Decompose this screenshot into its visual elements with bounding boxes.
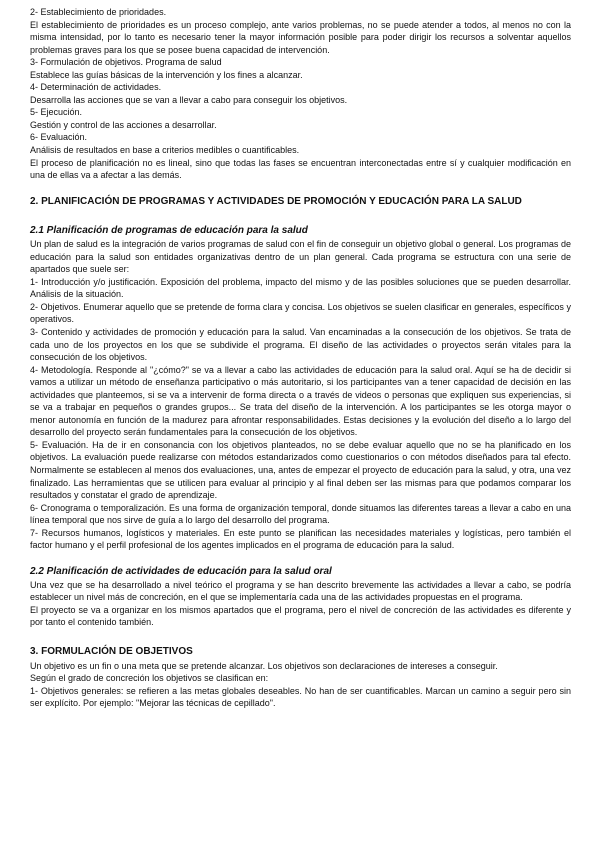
section-3-heading: 3. FORMULACIÓN DE OBJETIVOS [30, 646, 193, 658]
intro-line: El establecimiento de prioridades es un proceso complejo, ante varios problemas, no se puede atender a todos, al menos no con la misma intensidad, por lo tanto es necesario tener la mayor información posible para poder dirigir los recursos a solventar aquellos problemas graves para los que se posee buena capacidad de intervención. [30, 19, 571, 55]
list-item: 3- Contenido y actividades de promoción y educación para la salud. Van encaminadas a la consecución de los objetivos. Se trata de cada uno de los proyectos en los que se subdivide el programa. El diseño de las actividades o proyectos serán vitales para la consecución de los objetivos. [30, 326, 571, 363]
list-item: 4- Metodología. Responde al "¿cómo?" se va a llevar a cabo las actividades de educación para la salud oral. Aquí se ha de decidir si vamos a utilizar un método de enseñanza participativo o más autoritario, si los participantes van a tener capacidad de decisión en las actividades que planteemos, si se va a intervenir de forma directa o a través de videos o personas que expliquen sus experiencias, si se va a trabajar en pequeños o grandes grupos... Se trata del diseño de la intervención. A los participantes se les otorga mayor o menor autonomía en función de la madurez para afrontar responsabilidades. Estas decisiones y la evolución del diseño a lo largo del desarrollo del proyecto serán fundamentales para la consecución de los objetivos. [30, 364, 571, 438]
list-item: 6- Cronograma o temporalización. Es una forma de organización temporal, donde situamos las diferentes tareas a llevar a cabo en una línea temporal que nos sirve de guía a lo largo del desarrollo del programa. [30, 502, 571, 526]
paragraph: Según el grado de concreción los objetivos se clasifican en: [30, 673, 269, 684]
intro-line: 3- Formulación de objetivos. Programa de salud [30, 57, 222, 68]
list-item: 1- Objetivos generales: se refieren a las metas globales deseables. No han de ser cuantificables. Marcan un camino a seguir pero sin ser explícito. Por ejemplo: "Mejorar las técnicas de cepillado". [30, 685, 571, 709]
paragraph: El proyecto se va a organizar en los mismos apartados que el programa, pero el nivel de concreción de las actividades es diferente y por tanto el contenido también. [30, 604, 571, 628]
section-2-2-body [30, 579, 571, 629]
intro-line: El proceso de planificación no es lineal, sino que todas las fases se encuentran interconectadas entre sí y cualquier modificación en una de ellas va a afectar a las demás. [30, 157, 571, 181]
intro-line: Gestión y control de las acciones a desarrollar. [30, 119, 217, 130]
section-2-1-body [30, 238, 571, 552]
intro-line: 4- Determinación de actividades. [30, 82, 162, 93]
section-2-heading: 2. PLANIFICACIÓN DE PROGRAMAS Y ACTIVIDADES DE PROMOCIÓN Y EDUCACIÓN PARA LA SALUD [30, 195, 522, 207]
section-2-1-heading: 2.1 Planificación de programas de educación para la salud [30, 225, 308, 237]
list-item: 2- Objetivos. Enumerar aquello que se pretende de forma clara y concisa. Los objetivos se suelen clasificar en generales, específicos y operativos. [30, 301, 571, 325]
paragraph: Una vez que se ha desarrollado a nivel teórico el programa y se han descrito brevemente las actividades a llevar a cabo, se podría establecer un nivel más de concreción, en el que se implementaría cada una de las actividades propuestas en el programa. [30, 579, 571, 603]
intro-line: 2- Establecimiento de prioridades. [30, 7, 167, 17]
intro-line: Establece las guías básicas de la intervención y los fines a alcanzar. [30, 69, 303, 80]
intro-line: 6- Evaluación. [30, 132, 88, 143]
intro-line: 5- Ejecución. [30, 107, 83, 118]
paragraph: Un objetivo es un fin o una meta que se pretende alcanzar. Los objetivos son declaraciones de intereses a conseguir. [30, 660, 498, 671]
list-item: 5- Evaluación. Ha de ir en consonancia con los objetivos planteados, no se debe evaluar aquello que no se ha planificado en los objetivos. La evaluación puede realizarse con métodos estandarizados como cuestionarios o con métodos diseñados para tal efecto. Normalmente se establecen al menos dos evaluaciones, una, antes de empezar el proyecto de educación para la salud, y otra, una vez finalizado. Las herramientas que se utilicen para evaluar al principio y al final deben ser las mismas para que podamos comparar los resultados y constatar el grado de aprendizaje. [30, 439, 571, 501]
intro-block [30, 6, 571, 182]
list-item: 7- Recursos humanos, logísticos y materiales. En este punto se planifican las necesidades materiales y logísticas, pero también el factor humano y el perfil profesional de los agentes implicados en el programa de educación para la salud. [30, 527, 571, 551]
intro-line: Desarrolla las acciones que se van a llevar a cabo para conseguir los objetivos. [30, 94, 348, 105]
section-2-2-heading: 2.2 Planificación de actividades de educación para la salud oral [30, 565, 332, 577]
section-3-body [30, 660, 571, 710]
list-item: 1- Introducción y/o justificación. Exposición del problema, impacto del mismo y de las posibles soluciones que se pueden desarrollar. Análisis de la situación. [30, 276, 571, 300]
paragraph: Un plan de salud es la integración de varios programas de salud con el fin de conseguir un objetivo global o general. Los programas de educación para la salud son entidades organizativas dentro de un plan general. Cada programa se estructura con una serie de apartados que suele ser: [30, 239, 571, 275]
intro-line: Análisis de resultados en base a criterios medibles o cuantificables. [30, 145, 300, 156]
